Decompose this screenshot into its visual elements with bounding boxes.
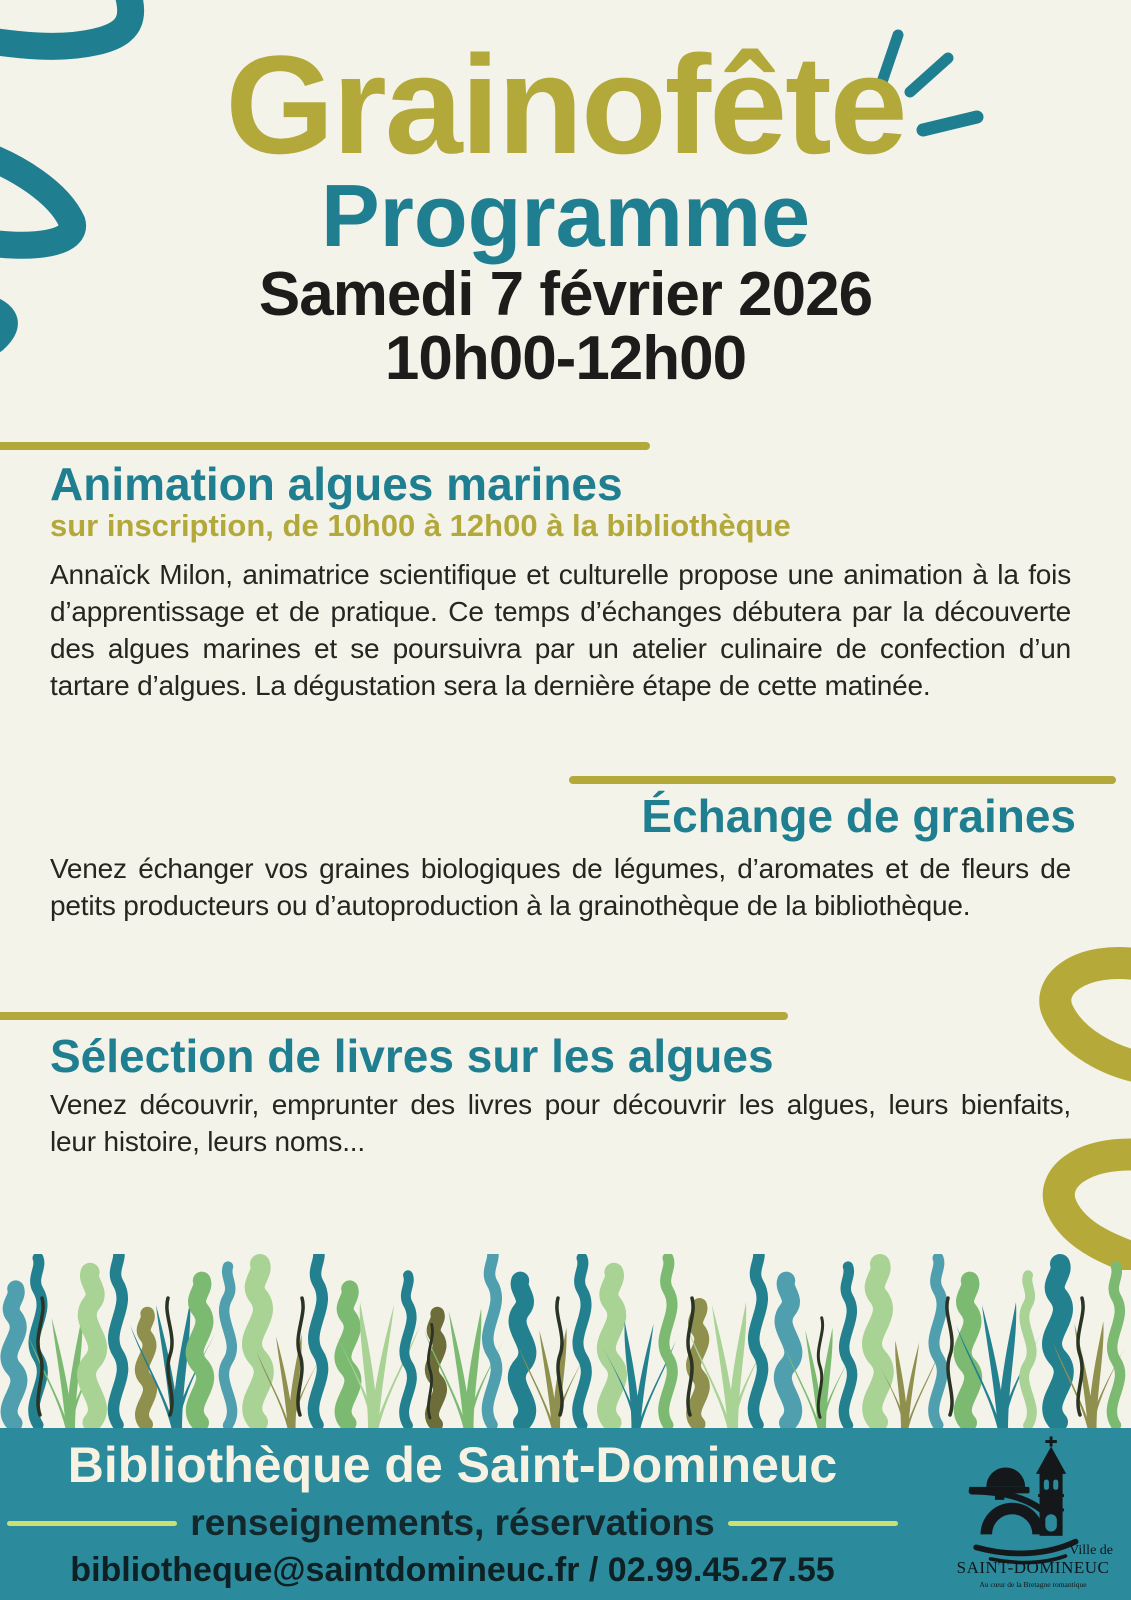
poster-subtitle: Programme <box>320 166 811 265</box>
section-body-animation: Annaïck Milon, animatrice scientifique et culturelle propose une animation à la fois d’apprentissage et de pratique. Ce temps d’échanges débutera par la découverte des algues marines et se poursuivra par un atelier culinaire de confection d’un tartare d’algues. La dégustation sera la dernière étape de cette matinée. <box>50 559 1071 701</box>
poster-title: Grainofête <box>225 26 906 183</box>
section-heading-echange: Échange de graines <box>641 790 1076 842</box>
section-body-selection: Venez découvrir, emprunter des livres pour découvrir les algues, leurs bienfaits, leur histoire, leurs noms... <box>50 1089 1071 1157</box>
event-time: 10h00-12h00 <box>384 324 747 393</box>
event-date: Samedi 7 février 2026 <box>258 260 873 329</box>
logo-pretitle: Ville de <box>1069 1543 1113 1558</box>
seaweed-illustration <box>0 1254 1131 1430</box>
section-divider <box>0 1012 788 1020</box>
logo-dome <box>986 1467 1025 1486</box>
footer-left-line <box>7 1521 177 1526</box>
section-heading-animation: Animation algues marines <box>50 458 623 510</box>
logo-tagline: Au cœur de la Bretagne romantique <box>979 1580 1087 1589</box>
section-divider <box>0 442 650 450</box>
section-divider <box>569 776 1116 784</box>
footer-info-row <box>0 1502 905 1544</box>
section-subheading-animation: sur inscription, de 10h00 à 12h00 à la bibliothèque <box>50 508 791 543</box>
footer <box>0 1428 1131 1600</box>
footer-info-label: renseignements, réservations <box>190 1502 715 1543</box>
city-logo <box>943 1432 1123 1596</box>
logo-city-name: SAINT-DOMINEUC <box>956 1558 1110 1577</box>
footer-contact: bibliotheque@saintdomineuc.fr / 02.99.45.27.55 <box>70 1551 835 1589</box>
logo-water-line <box>976 1542 1075 1554</box>
section-heading-selection: Sélection de livres sur les algues <box>50 1030 774 1082</box>
footer-library-name: Bibliothèque de Saint-Domineuc <box>67 1437 838 1493</box>
section-body-echange: Venez échanger vos graines biologiques de légumes, d’aromates et de fleurs de petits producteurs ou d’autoproduction à la grainothèque de la bibliothèque. <box>50 853 1071 921</box>
footer-right-line <box>728 1521 898 1526</box>
